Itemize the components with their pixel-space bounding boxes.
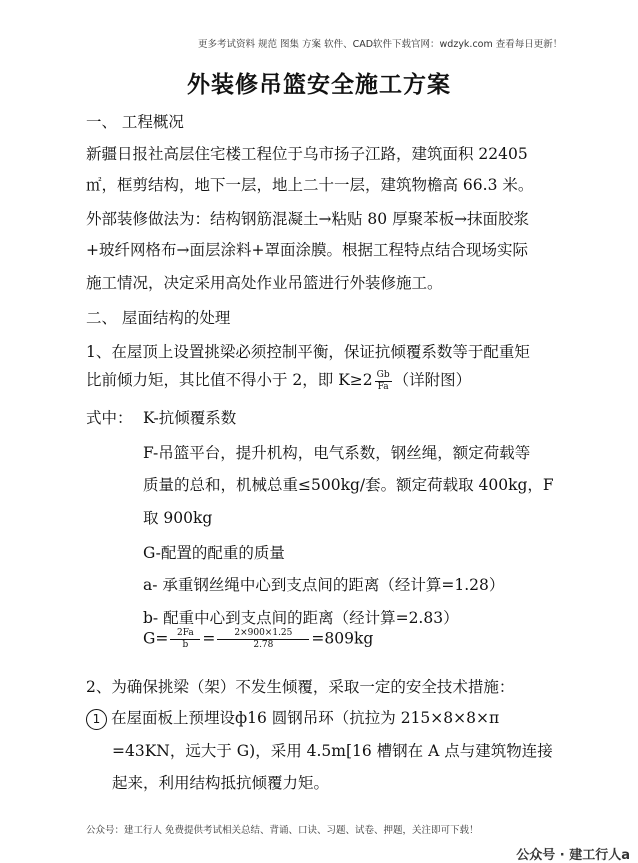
g-fraction-1 xyxy=(170,628,200,651)
k-fraction xyxy=(375,370,392,393)
f-definition-line: 质量的总和，机械总重≤500kg/套。额定荷载取 400kg，F xyxy=(143,476,554,494)
fraction-denominator: 2.78 xyxy=(253,640,274,650)
circled-number-1: 1 xyxy=(86,709,107,730)
section-heading-roof: 二、 屋面结构的处理 xyxy=(86,309,231,327)
a-definition: a- 承重钢丝绳中心到支点间的距离（经计算=1.28） xyxy=(143,576,505,594)
watermark: 公众号 · 建工行人a xyxy=(516,848,630,863)
paragraph-line: ㎡，框剪结构，地下一层，地上二十一层，建筑物檐高 66.3 米。 xyxy=(86,176,534,194)
fraction-numerator: 2Fa xyxy=(170,628,200,640)
item-2: 2、为确保挑梁（架）不发生倾覆，采取一定的安全技术措施： xyxy=(86,678,515,696)
g-eq-result: =809kg xyxy=(311,629,374,648)
measure-1-line xyxy=(86,706,499,730)
page-title: 外装修吊篮安全施工方案 xyxy=(187,72,451,98)
measure-1-line: =43KN，远大于 G)，采用 4.5m[16 槽钢在 A 点与建筑物连接 xyxy=(112,742,553,760)
f-definition-line: F-吊篮平台，提升机构，电气系数，钢丝绳，额定荷载等 xyxy=(143,444,531,462)
f-definition-line: 取 900kg xyxy=(143,509,213,527)
item-1-line-formula xyxy=(86,368,471,393)
g-definition: G-配置的配重的质量 xyxy=(143,544,285,562)
fraction-denominator: b xyxy=(182,640,189,650)
measure-1-text: 在屋面板上预埋设ф16 圆钢吊环（抗拉为 215×8×8×π xyxy=(111,709,500,727)
measure-1-line: 起来，利用结构抵抗倾覆力矩。 xyxy=(112,774,330,792)
formula-label: 式中： xyxy=(86,409,133,427)
g-fraction-2 xyxy=(217,628,309,651)
g-eq-prefix: G= xyxy=(143,629,169,648)
paragraph-line: +玻纤网格布→面层涂料+罩面涂膜。根据工程特点结合现场实际 xyxy=(86,241,528,259)
fraction-numerator: Gb xyxy=(376,369,390,380)
paragraph-line: 施工情况，决定采用高处作业吊篮进行外装修施工。 xyxy=(86,274,443,292)
item-1-text-suffix: （详附图） xyxy=(393,371,472,389)
section-heading-overview: 一、 工程概况 xyxy=(86,113,184,131)
k-definition: K-抗倾覆系数 xyxy=(143,409,237,427)
item-1-line: 1、在屋顶上设置挑梁必须控制平衡，保证抗倾覆系数等于配重矩 xyxy=(86,343,530,361)
g-equation xyxy=(143,628,373,651)
g-eq-mid: = xyxy=(202,629,216,648)
paragraph-line: 新疆日报社高层住宅楼工程位于乌市扬子江路，建筑面积 22405 xyxy=(86,145,528,163)
paragraph-line: 外部装修做法为：结构钢筋混凝土→粘贴 80 厚聚苯板→抹面胶浆 xyxy=(86,210,530,228)
item-1-text: 比前倾力矩，其比值不得小于 2，即 K≥2 xyxy=(86,371,373,389)
footer-note: 公众号：建工行人 免费提供考试相关总结、背诵、口诀、习题、试卷、押题，关注即可下载！ xyxy=(86,825,479,836)
b-definition: b- 配重中心到支点间的距离（经计算=2.83） xyxy=(143,609,459,627)
fraction-numerator: 2×900×1.25 xyxy=(217,628,309,640)
header-note: 更多考试资料 规范 图集 方案 软件、CAD软件下载官网：wdzyk.com 查看每日更新！ xyxy=(198,39,563,50)
fraction-denominator: Fa xyxy=(377,381,389,392)
